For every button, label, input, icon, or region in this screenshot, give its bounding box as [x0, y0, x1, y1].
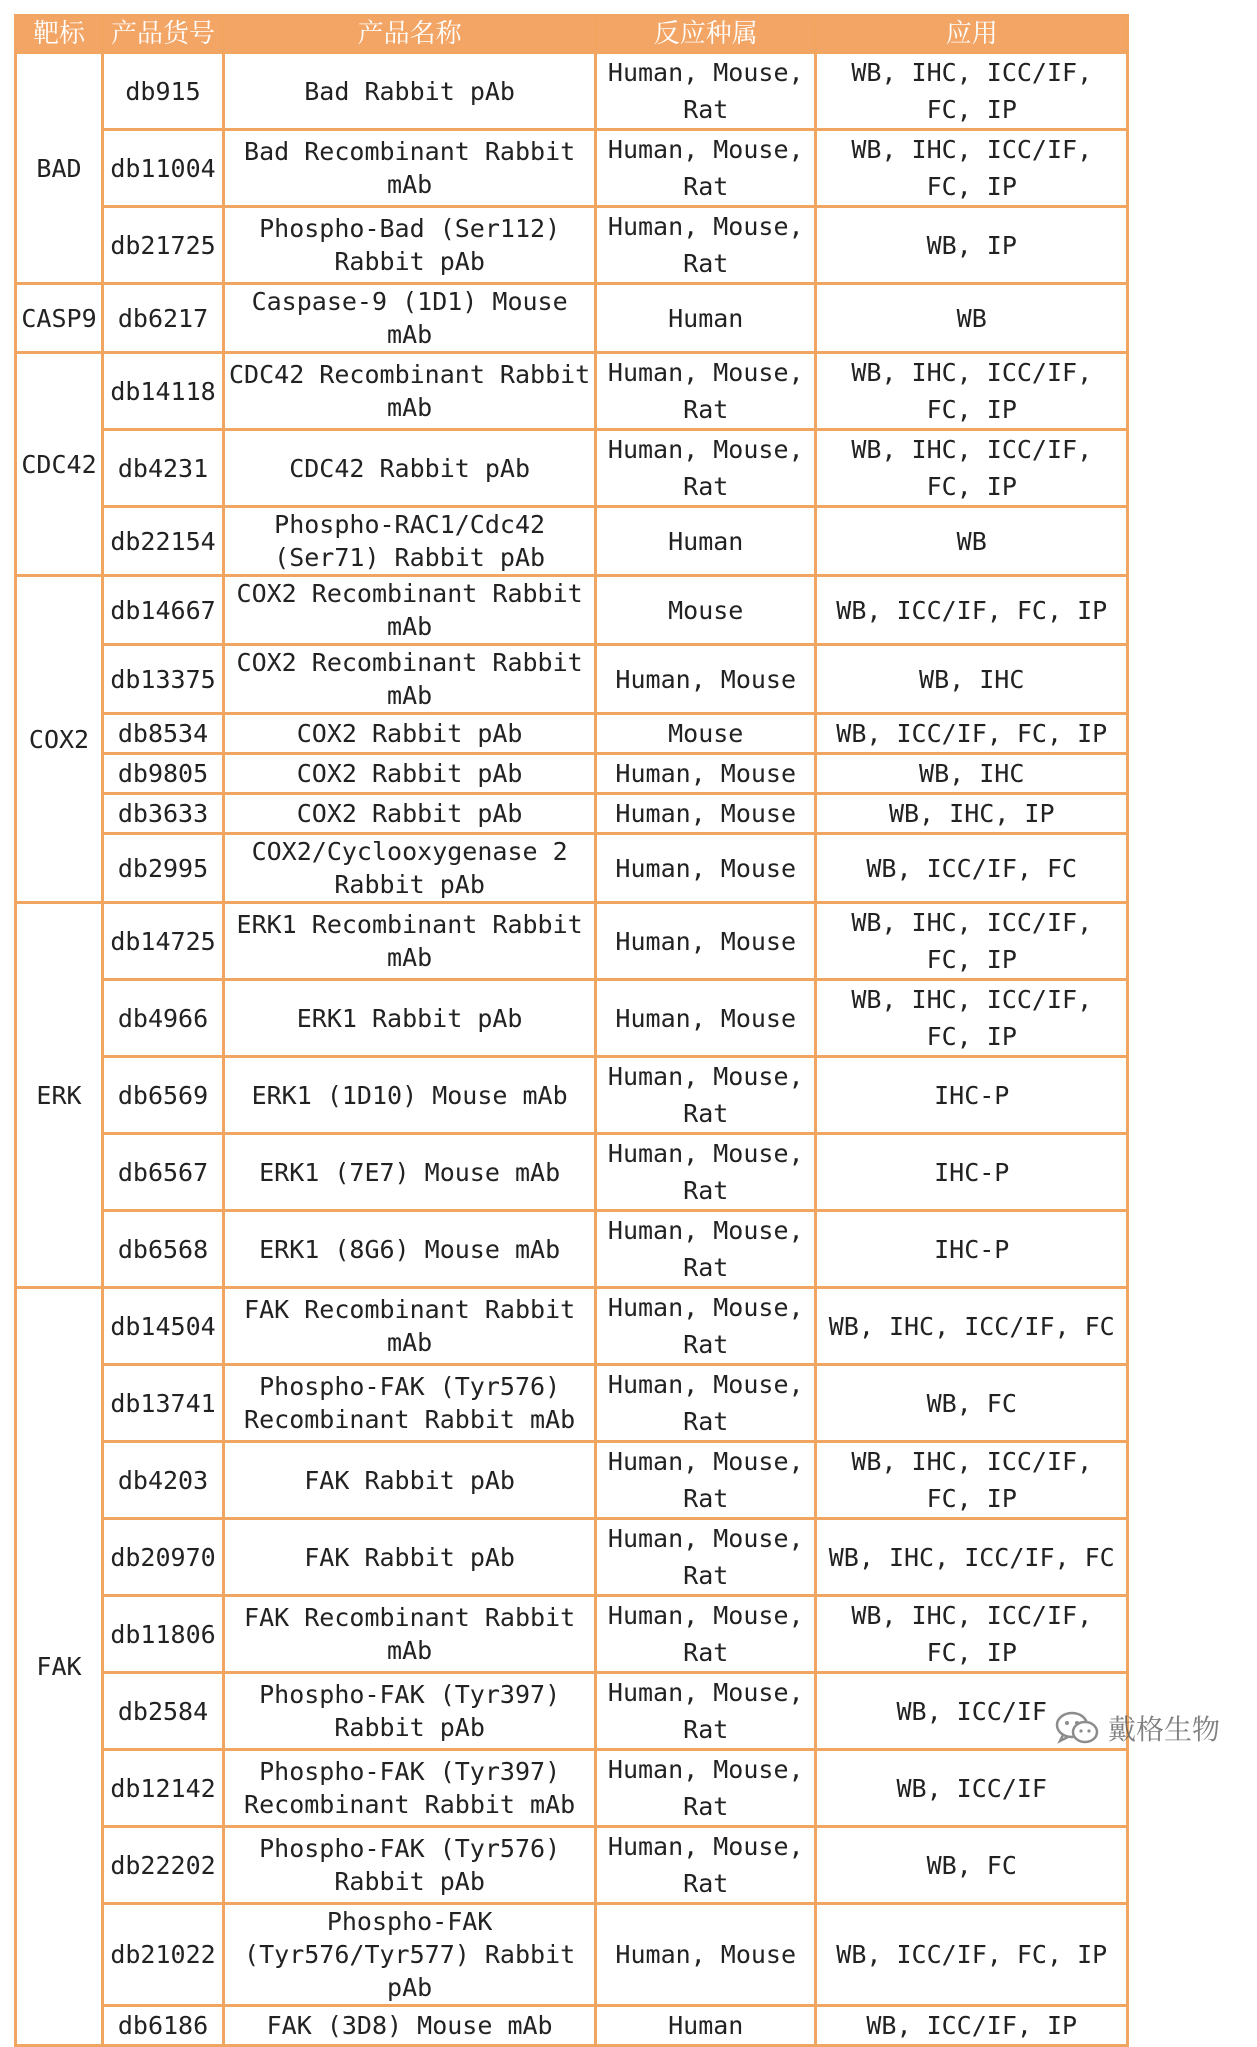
table-row	[16, 903, 1128, 980]
table-row	[16, 834, 1128, 903]
product-name-line: Recombinant Rabbit mAb	[244, 1405, 576, 1434]
product-name-cell	[224, 645, 596, 714]
table-row	[16, 1904, 1128, 2006]
product-name-line: FAK Rabbit pAb	[304, 1542, 515, 1572]
species-cell: Human	[596, 507, 816, 576]
species-cell: Human, Mouse, Rat	[596, 1519, 816, 1596]
product-name-line: Rabbit pAb	[334, 1867, 485, 1896]
product-name-line: pAb	[387, 1973, 433, 2002]
header-catalog-no: 产品货号	[103, 16, 224, 53]
application-cell: WB, IHC	[816, 754, 1128, 794]
product-name-line: mAb	[387, 1328, 433, 1357]
product-name-cell	[224, 1288, 596, 1365]
product-name-cell	[224, 130, 596, 207]
target-cell: FAK	[16, 1288, 103, 2046]
target-cell: ERK	[16, 903, 103, 1288]
product-name-line: Phospho-FAK (Tyr576)	[259, 1834, 561, 1863]
catalog-no-cell: db11004	[103, 130, 224, 207]
species-cell: Mouse	[596, 714, 816, 754]
species-cell: Mouse	[596, 576, 816, 645]
product-name-line: Rabbit pAb	[334, 247, 485, 276]
application-cell: WB, IHC, ICC/IF, FC, IP	[816, 430, 1128, 507]
catalog-no-cell: db13741	[103, 1365, 224, 1442]
catalog-no-cell: db13375	[103, 645, 224, 714]
table-row	[16, 1057, 1128, 1134]
catalog-no-cell: db6567	[103, 1134, 224, 1211]
application-cell: IHC-P	[816, 1134, 1128, 1211]
species-cell: Human, Mouse, Rat	[596, 130, 816, 207]
application-cell: WB, IHC, ICC/IF, FC, IP	[816, 903, 1128, 980]
product-name-cell	[224, 284, 596, 353]
species-cell: Human, Mouse, Rat	[596, 1827, 816, 1904]
table-row	[16, 507, 1128, 576]
catalog-no-cell: db14504	[103, 1288, 224, 1365]
product-name-cell	[224, 430, 596, 507]
species-cell: Human, Mouse	[596, 645, 816, 714]
species-cell: Human, Mouse, Rat	[596, 1211, 816, 1288]
catalog-no-cell: db6186	[103, 2006, 224, 2046]
table-row	[16, 1673, 1128, 1750]
species-cell: Human, Mouse, Rat	[596, 1596, 816, 1673]
species-cell: Human, Mouse, Rat	[596, 353, 816, 430]
table-row	[16, 1750, 1128, 1827]
product-name-line: Phospho-FAK (Tyr397)	[259, 1757, 561, 1786]
target-cell: CDC42	[16, 353, 103, 576]
product-name-line: Phospho-Bad (Ser112)	[259, 214, 561, 243]
product-name-line: mAb	[387, 393, 433, 422]
product-name-line: COX2 Recombinant Rabbit	[236, 648, 583, 677]
table-row	[16, 576, 1128, 645]
catalog-no-cell: db9805	[103, 754, 224, 794]
application-cell: WB, ICC/IF, IP	[816, 2006, 1128, 2046]
catalog-no-cell: db4203	[103, 1442, 224, 1519]
species-cell: Human, Mouse, Rat	[596, 1442, 816, 1519]
application-cell: WB, IP	[816, 207, 1128, 284]
species-cell: Human, Mouse, Rat	[596, 1750, 816, 1827]
table-row	[16, 714, 1128, 754]
product-name-line: Phospho-FAK	[326, 1907, 493, 1936]
product-name-line: Caspase-9 (1D1) Mouse	[251, 287, 568, 316]
catalog-no-cell: db21725	[103, 207, 224, 284]
table-row	[16, 1365, 1128, 1442]
product-name-cell	[224, 1904, 596, 2006]
table-row	[16, 2006, 1128, 2046]
product-name-line: mAb	[387, 170, 433, 199]
product-name-cell	[224, 754, 596, 794]
table-row	[16, 1288, 1128, 1365]
product-name-line: FAK Rabbit pAb	[304, 1465, 515, 1495]
application-cell: WB, IHC, ICC/IF, FC, IP	[816, 53, 1128, 130]
application-cell: WB, ICC/IF, FC, IP	[816, 714, 1128, 754]
application-cell: WB, IHC	[816, 645, 1128, 714]
species-cell: Human, Mouse	[596, 794, 816, 834]
header-species: 反应种属	[596, 16, 816, 53]
product-name-line: FAK (3D8) Mouse mAb	[266, 2011, 553, 2040]
species-cell: Human, Mouse, Rat	[596, 430, 816, 507]
table-row	[16, 53, 1128, 130]
catalog-no-cell: db14725	[103, 903, 224, 980]
species-cell: Human	[596, 284, 816, 353]
application-cell: WB, IHC, ICC/IF, FC	[816, 1519, 1128, 1596]
product-name-line: mAb	[387, 943, 433, 972]
table-row	[16, 1211, 1128, 1288]
product-name-line: ERK1 (7E7) Mouse mAb	[259, 1157, 561, 1187]
catalog-no-cell: db14667	[103, 576, 224, 645]
catalog-no-cell: db4231	[103, 430, 224, 507]
catalog-no-cell: db3633	[103, 794, 224, 834]
product-name-line: Phospho-FAK (Tyr576)	[259, 1372, 561, 1401]
application-cell: WB, IHC, ICC/IF, FC, IP	[816, 353, 1128, 430]
catalog-no-cell: db8534	[103, 714, 224, 754]
species-cell: Human, Mouse	[596, 834, 816, 903]
product-name-cell	[224, 1134, 596, 1211]
product-name-line: ERK1 (8G6) Mouse mAb	[259, 1234, 561, 1264]
species-cell: Human, Mouse, Rat	[596, 53, 816, 130]
wechat-icon	[1054, 1710, 1100, 1746]
table-row	[16, 980, 1128, 1057]
catalog-no-cell: db4966	[103, 980, 224, 1057]
product-name-cell	[224, 794, 596, 834]
product-name-line: CDC42 Rabbit pAb	[289, 453, 531, 483]
product-name-cell	[224, 1211, 596, 1288]
table-row	[16, 1519, 1128, 1596]
header-application: 应用	[816, 16, 1128, 53]
catalog-no-cell: db22154	[103, 507, 224, 576]
application-cell: WB, ICC/IF	[816, 1673, 1128, 1750]
application-cell: WB, IHC, ICC/IF, FC, IP	[816, 130, 1128, 207]
application-cell: WB	[816, 284, 1128, 353]
application-cell: WB, FC	[816, 1365, 1128, 1442]
product-name-line: COX2/Cyclooxygenase 2	[251, 837, 568, 866]
species-cell: Human	[596, 2006, 816, 2046]
product-name-cell	[224, 1442, 596, 1519]
table-row	[16, 1442, 1128, 1519]
target-cell: COX2	[16, 576, 103, 903]
product-name-line: mAb	[387, 1636, 433, 1665]
application-cell: WB, ICC/IF, FC	[816, 834, 1128, 903]
product-name-line: Phospho-RAC1/Cdc42	[274, 510, 546, 539]
product-name-line: Recombinant Rabbit mAb	[244, 1790, 576, 1819]
product-name-cell	[224, 353, 596, 430]
product-name-cell	[224, 507, 596, 576]
species-cell: Human, Mouse, Rat	[596, 1057, 816, 1134]
product-name-cell	[224, 1519, 596, 1596]
species-cell: Human, Mouse	[596, 980, 816, 1057]
table-row	[16, 794, 1128, 834]
product-name-cell	[224, 714, 596, 754]
product-name-line: FAK Recombinant Rabbit	[244, 1603, 576, 1632]
table-row	[16, 754, 1128, 794]
application-cell: WB, ICC/IF	[816, 1750, 1128, 1827]
product-name-line: ERK1 (1D10) Mouse mAb	[251, 1080, 568, 1110]
product-name-line: CDC42 Recombinant Rabbit	[229, 360, 591, 389]
application-cell: WB, IHC, ICC/IF, FC	[816, 1288, 1128, 1365]
species-cell: Human, Mouse	[596, 754, 816, 794]
product-name-line: COX2 Recombinant Rabbit	[236, 579, 583, 608]
product-name-line: Bad Recombinant Rabbit	[244, 137, 576, 166]
application-cell: WB	[816, 507, 1128, 576]
product-name-cell	[224, 980, 596, 1057]
product-name-cell	[224, 207, 596, 284]
catalog-no-cell: db11806	[103, 1596, 224, 1673]
product-name-line: (Ser71) Rabbit pAb	[274, 543, 546, 572]
product-name-cell	[224, 576, 596, 645]
catalog-no-cell: db22202	[103, 1827, 224, 1904]
catalog-no-cell: db2584	[103, 1673, 224, 1750]
catalog-no-cell: db6217	[103, 284, 224, 353]
product-name-cell	[224, 1750, 596, 1827]
product-name-line: mAb	[387, 681, 433, 710]
table-row	[16, 207, 1128, 284]
watermark-text: 戴格生物	[1108, 1713, 1221, 1746]
catalog-no-cell: db915	[103, 53, 224, 130]
product-name-cell	[224, 903, 596, 980]
header-row	[16, 16, 1128, 53]
application-cell: WB, ICC/IF, FC, IP	[816, 576, 1128, 645]
product-name-cell	[224, 1827, 596, 1904]
catalog-no-cell: db20970	[103, 1519, 224, 1596]
species-cell: Human, Mouse	[596, 1904, 816, 2006]
application-cell: WB, ICC/IF, FC, IP	[816, 1904, 1128, 2006]
header-product-name: 产品名称	[224, 16, 596, 53]
species-cell: Human, Mouse, Rat	[596, 1288, 816, 1365]
catalog-no-cell: db21022	[103, 1904, 224, 2006]
species-cell: Human, Mouse, Rat	[596, 1673, 816, 1750]
table-row	[16, 353, 1128, 430]
table-row	[16, 1827, 1128, 1904]
application-cell: WB, FC	[816, 1827, 1128, 1904]
table-row	[16, 430, 1128, 507]
product-name-cell	[224, 1673, 596, 1750]
target-cell: BAD	[16, 53, 103, 284]
product-name-line: ERK1 Rabbit pAb	[296, 1003, 523, 1033]
table-row	[16, 645, 1128, 714]
product-name-line: COX2 Rabbit pAb	[296, 719, 523, 748]
product-name-line: FAK Recombinant Rabbit	[244, 1295, 576, 1324]
product-name-cell	[224, 2006, 596, 2046]
species-cell: Human, Mouse, Rat	[596, 1365, 816, 1442]
product-name-cell	[224, 1365, 596, 1442]
product-name-line: Rabbit pAb	[334, 870, 485, 899]
application-cell: IHC-P	[816, 1211, 1128, 1288]
product-name-cell	[224, 1596, 596, 1673]
application-cell: WB, IHC, ICC/IF, FC, IP	[816, 1442, 1128, 1519]
product-name-cell	[224, 53, 596, 130]
product-name-line: Rabbit pAb	[334, 1713, 485, 1742]
catalog-no-cell: db6569	[103, 1057, 224, 1134]
species-cell: Human, Mouse, Rat	[596, 207, 816, 284]
product-name-line: mAb	[387, 320, 433, 349]
product-name-cell	[224, 834, 596, 903]
table-row	[16, 1596, 1128, 1673]
species-cell: Human, Mouse, Rat	[596, 1134, 816, 1211]
application-cell: WB, IHC, IP	[816, 794, 1128, 834]
table-row	[16, 284, 1128, 353]
catalog-no-cell: db6568	[103, 1211, 224, 1288]
header-target: 靶标	[16, 16, 103, 53]
product-table	[14, 14, 1129, 2047]
table-row	[16, 1134, 1128, 1211]
product-name-line: ERK1 Recombinant Rabbit	[236, 910, 583, 939]
catalog-no-cell: db14118	[103, 353, 224, 430]
target-cell: CASP9	[16, 284, 103, 353]
table-row	[16, 130, 1128, 207]
product-table-container	[14, 14, 1129, 2047]
application-cell: WB, IHC, ICC/IF, FC, IP	[816, 1596, 1128, 1673]
product-name-line: mAb	[387, 612, 433, 641]
table-body	[16, 53, 1128, 2046]
product-name-line: COX2 Rabbit pAb	[296, 799, 523, 828]
species-cell: Human, Mouse	[596, 903, 816, 980]
application-cell: WB, IHC, ICC/IF, FC, IP	[816, 980, 1128, 1057]
catalog-no-cell: db2995	[103, 834, 224, 903]
product-name-cell	[224, 1057, 596, 1134]
product-name-line: (Tyr576/Tyr577) Rabbit	[244, 1940, 576, 1969]
catalog-no-cell: db12142	[103, 1750, 224, 1827]
watermark	[1054, 1708, 1220, 1748]
product-name-line: Bad Rabbit pAb	[304, 76, 515, 106]
product-name-line: Phospho-FAK (Tyr397)	[259, 1680, 561, 1709]
application-cell: IHC-P	[816, 1057, 1128, 1134]
product-name-line: COX2 Rabbit pAb	[296, 759, 523, 788]
